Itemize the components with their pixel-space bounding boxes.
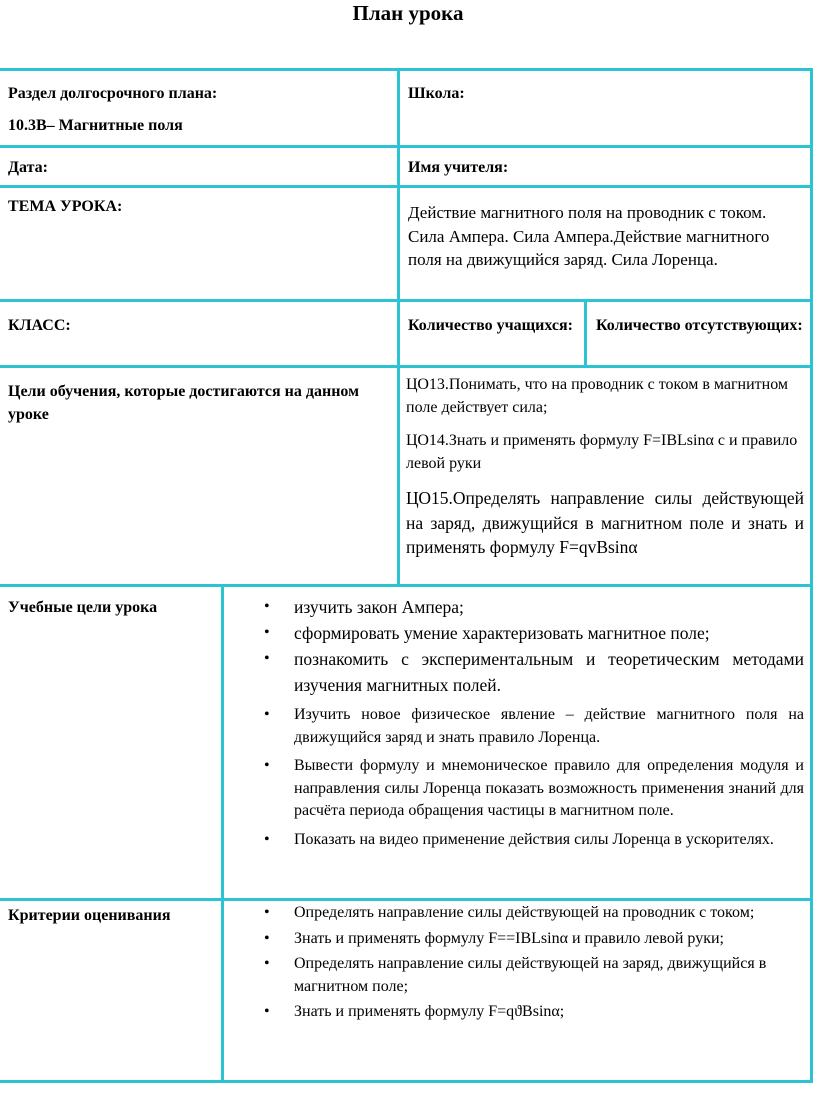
list-item: • Знать и применять формулу F==IBLsinα и правило левой руки; <box>256 928 804 951</box>
list-item: • Определять направление силы действующей на заряд, движущийся в магнитном поле; <box>256 953 804 998</box>
page-title: План урока <box>352 1 464 25</box>
list-item: • изучить закон Ампера; <box>256 594 804 620</box>
list-item: • Показать на видео применение действия силы Лоренца в ускорителях. <box>256 829 804 852</box>
list-item: • Определять направление силы действующей на проводник с током; <box>256 902 804 925</box>
topic-label: ТЕМА УРОКА: <box>8 198 123 215</box>
date-label: Дата: <box>8 159 48 176</box>
list-item: • познакомить с экспериментальным и теоретическим методами изучения магнитных полей. <box>256 646 804 698</box>
criteria-list <box>256 902 804 1024</box>
list-item: • Знать и применять формулу F=qϑBsinα; <box>256 1001 804 1024</box>
goal-item: ЦО13.Понимать, что на проводник с током в магнитном поле действует сила; <box>406 376 789 416</box>
school-label: Школа: <box>408 85 465 102</box>
goals-label: Цели обучения, которые достигаются на данном уроке <box>8 383 359 423</box>
teacher-label: Имя учителя: <box>408 159 509 176</box>
section-label: Раздел долгосрочного плана: <box>8 85 218 102</box>
section-value: 10.3В– Магнитные поля <box>8 117 183 134</box>
criteria-label: Критерии оценивания <box>8 907 171 924</box>
learning-list <box>256 594 804 851</box>
goals-list <box>406 374 804 560</box>
topic-value: Действие магнитного поля на проводник с током. Сила Ампера. Сила Ампера.Действие магнитного поля на движущийся заряд. Сила Лоренца. <box>408 203 770 269</box>
learning-label: Учебные цели урока <box>8 599 158 616</box>
list-item: • Изучить новое физическое явление – действие магнитного поля на движущийся заряд и знать правило Лоренца. <box>256 704 804 749</box>
goal-item: ЦО15.Определять направление силы действующей на заряд, движущийся в магнитном поле и знать и применять формулу F=qvBsinα <box>406 488 804 557</box>
list-item: • сформировать умение характеризовать магнитное поле; <box>256 620 804 646</box>
students-label: Количество учащихся: <box>408 317 573 334</box>
absent-label: Количество отсутствующих: <box>596 317 803 334</box>
section-label-cell <box>8 82 393 138</box>
list-item: • Вывести формулу и мнемоническое правило для определения модуля и направления силы Лоренца показать возможность применения знаний для расчёта периода обращения частицы в магнитном поле. <box>256 755 804 823</box>
class-label: КЛАСС: <box>8 317 71 334</box>
goal-item: ЦО14.Знать и применять формулу F=IBLsinα с и правило левой руки <box>406 432 798 472</box>
